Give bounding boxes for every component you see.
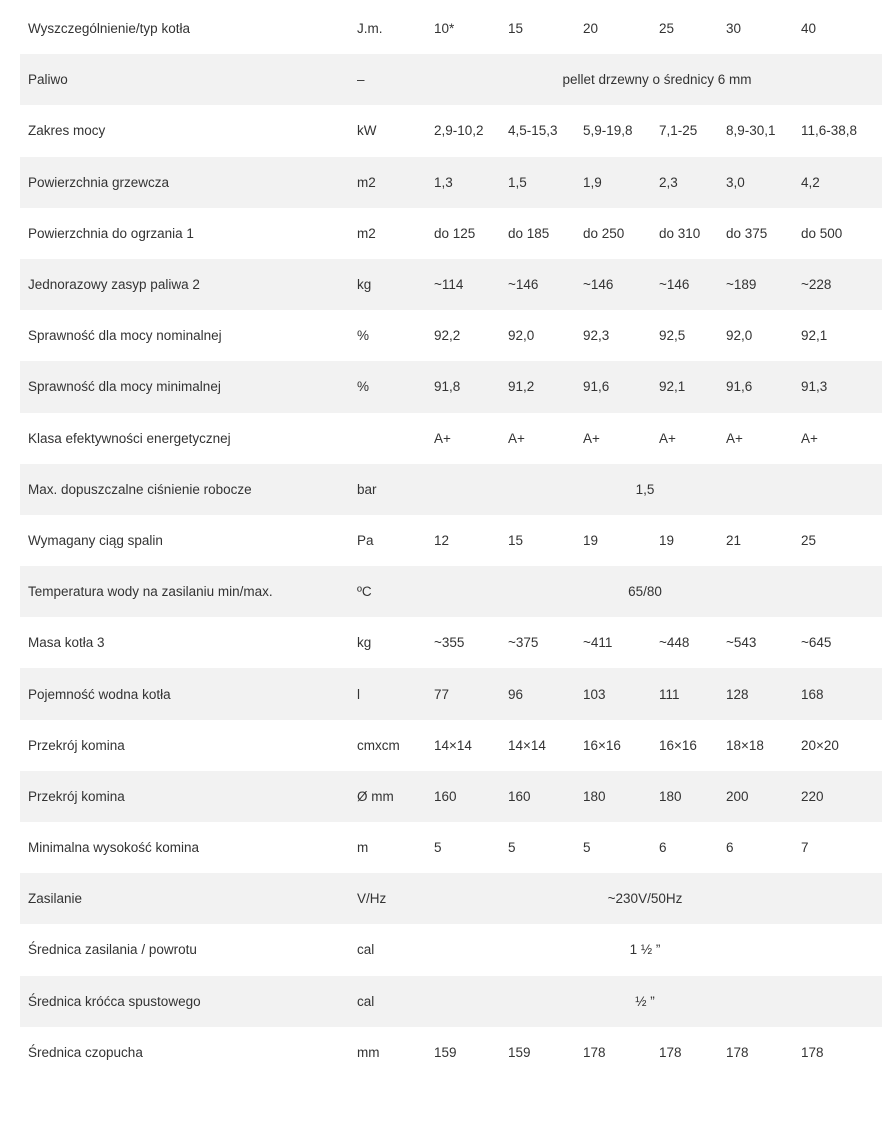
row-value: 178 bbox=[583, 1044, 606, 1060]
table-row bbox=[20, 668, 882, 719]
table-row bbox=[20, 822, 882, 873]
row-value: 91,3 bbox=[801, 379, 828, 395]
row-value: 4,2 bbox=[801, 174, 820, 190]
row-value: A+ bbox=[659, 430, 676, 446]
header-type: 10* bbox=[434, 21, 455, 37]
table-row bbox=[20, 720, 882, 771]
row-value: A+ bbox=[726, 430, 743, 446]
row-value: 5,9-19,8 bbox=[583, 123, 633, 139]
row-label: Średnica czopucha bbox=[28, 1044, 143, 1060]
row-value: ~146 bbox=[583, 277, 614, 293]
row-unit: Pa bbox=[357, 532, 374, 548]
row-value: 220 bbox=[801, 788, 824, 804]
row-spanning-value: 65/80 bbox=[628, 584, 662, 600]
row-value: 1,5 bbox=[508, 174, 527, 190]
table-row bbox=[20, 771, 882, 822]
table-header-row bbox=[20, 3, 882, 54]
row-value: 200 bbox=[726, 788, 749, 804]
row-unit: cmxcm bbox=[357, 737, 400, 753]
row-unit: mm bbox=[357, 1044, 380, 1060]
row-value: 18×18 bbox=[726, 737, 764, 753]
table-row bbox=[20, 873, 882, 924]
table-row bbox=[20, 566, 882, 617]
row-value: 12 bbox=[434, 532, 450, 548]
row-label: Przekrój komina bbox=[28, 788, 125, 804]
row-value: ~355 bbox=[434, 635, 465, 651]
row-label: Pojemność wodna kotła bbox=[28, 686, 171, 702]
row-unit: l bbox=[357, 686, 360, 702]
row-value: 103 bbox=[583, 686, 606, 702]
row-value: 96 bbox=[508, 686, 524, 702]
row-value: A+ bbox=[583, 430, 600, 446]
row-unit: bar bbox=[357, 481, 377, 497]
row-label: Temperatura wody na zasilaniu min/max. bbox=[28, 584, 273, 600]
row-unit: m bbox=[357, 840, 369, 856]
row-value: 19 bbox=[583, 532, 599, 548]
table-row bbox=[20, 515, 882, 566]
row-unit: % bbox=[357, 379, 370, 395]
row-value: 8,9-30,1 bbox=[726, 123, 776, 139]
row-value: do 250 bbox=[583, 225, 625, 241]
row-value: 2,9-10,2 bbox=[434, 123, 484, 139]
row-value: 5 bbox=[583, 840, 591, 856]
row-value: 92,2 bbox=[434, 328, 461, 344]
row-spanning-value: pellet drzewny o średnicy 6 mm bbox=[562, 72, 752, 88]
table-row bbox=[20, 1027, 882, 1078]
row-label: Paliwo bbox=[28, 72, 68, 88]
row-value: do 310 bbox=[659, 225, 701, 241]
row-value: 21 bbox=[726, 532, 742, 548]
row-spanning-value: 1 ½ ” bbox=[629, 942, 661, 958]
header-type: 40 bbox=[801, 21, 817, 37]
table-row bbox=[20, 924, 882, 975]
row-label: Zakres mocy bbox=[28, 123, 106, 139]
row-value: A+ bbox=[508, 430, 525, 446]
row-label: Powierzchnia grzewcza bbox=[28, 174, 170, 190]
row-value: 92,3 bbox=[583, 328, 610, 344]
row-spanning-value: 1,5 bbox=[635, 481, 655, 497]
row-label: Sprawność dla mocy minimalnej bbox=[28, 379, 221, 395]
row-value: 77 bbox=[434, 686, 450, 702]
row-value: 15 bbox=[508, 532, 524, 548]
row-value: ~543 bbox=[726, 635, 757, 651]
row-value: 14×14 bbox=[434, 737, 472, 753]
row-label: Powierzchnia do ogrzania 1 bbox=[28, 225, 194, 241]
row-value: 2,3 bbox=[659, 174, 678, 190]
row-value: 159 bbox=[434, 1044, 457, 1060]
row-value: 7,1-25 bbox=[659, 123, 698, 139]
row-value: 1,9 bbox=[583, 174, 602, 190]
row-value: 91,6 bbox=[726, 379, 753, 395]
row-value: 5 bbox=[508, 840, 516, 856]
row-unit: cal bbox=[357, 993, 375, 1009]
row-value: 16×16 bbox=[583, 737, 621, 753]
header-type: 30 bbox=[726, 21, 742, 37]
header-unit: J.m. bbox=[357, 21, 383, 37]
row-value: ~114 bbox=[434, 277, 464, 293]
row-value: 91,2 bbox=[508, 379, 535, 395]
row-value: 178 bbox=[659, 1044, 682, 1060]
row-value: do 500 bbox=[801, 225, 843, 241]
row-label: Średnica króćca spustowego bbox=[28, 993, 201, 1009]
row-value: 6 bbox=[726, 840, 734, 856]
row-value: 160 bbox=[434, 788, 457, 804]
row-value: ~375 bbox=[508, 635, 539, 651]
row-value: 14×14 bbox=[508, 737, 546, 753]
table-row bbox=[20, 208, 882, 259]
row-label: Sprawność dla mocy nominalnej bbox=[28, 328, 222, 344]
row-label: Minimalna wysokość komina bbox=[28, 840, 200, 856]
row-value: 92,5 bbox=[659, 328, 686, 344]
table-row bbox=[20, 976, 882, 1027]
table-row bbox=[20, 617, 882, 668]
row-value: ~228 bbox=[801, 277, 832, 293]
row-value: 91,6 bbox=[583, 379, 610, 395]
row-value: 5 bbox=[434, 840, 442, 856]
header-type: 25 bbox=[659, 21, 675, 37]
row-value: ~448 bbox=[659, 635, 690, 651]
row-value: 20×20 bbox=[801, 737, 839, 753]
row-unit: kg bbox=[357, 635, 372, 651]
row-label: Przekrój komina bbox=[28, 737, 125, 753]
table-row bbox=[20, 310, 882, 361]
row-unit: kg bbox=[357, 277, 372, 293]
row-value: 111 bbox=[659, 686, 680, 702]
row-unit: cal bbox=[357, 942, 375, 958]
table-row bbox=[20, 464, 882, 515]
row-value: 91,8 bbox=[434, 379, 461, 395]
row-value: 159 bbox=[508, 1044, 531, 1060]
row-value: ~189 bbox=[726, 277, 757, 293]
row-unit: m2 bbox=[357, 174, 376, 190]
row-value: ~645 bbox=[801, 635, 832, 651]
row-value: 7 bbox=[801, 840, 809, 856]
row-value: ~146 bbox=[508, 277, 539, 293]
row-value: ~146 bbox=[659, 277, 690, 293]
row-value: ~411 bbox=[583, 635, 613, 651]
row-value: 6 bbox=[659, 840, 667, 856]
row-value: 128 bbox=[726, 686, 749, 702]
table-row bbox=[20, 361, 882, 412]
table-row bbox=[20, 157, 882, 208]
row-unit: ºC bbox=[357, 584, 372, 600]
row-value: 11,6-38,8 bbox=[801, 123, 858, 139]
table-row bbox=[20, 259, 882, 310]
table-row bbox=[20, 105, 882, 156]
row-value: 4,5-15,3 bbox=[508, 123, 558, 139]
row-value: do 125 bbox=[434, 225, 476, 241]
row-value: 92,1 bbox=[659, 379, 686, 395]
table-row bbox=[20, 413, 882, 464]
row-value: A+ bbox=[801, 430, 818, 446]
row-unit: kW bbox=[357, 123, 377, 139]
row-value: 19 bbox=[659, 532, 675, 548]
row-label: Masa kotła 3 bbox=[28, 635, 105, 651]
row-value: 178 bbox=[726, 1044, 749, 1060]
row-value: 180 bbox=[659, 788, 682, 804]
row-value: 3,0 bbox=[726, 174, 745, 190]
row-value: do 185 bbox=[508, 225, 550, 241]
row-value: 16×16 bbox=[659, 737, 697, 753]
row-value: 92,1 bbox=[801, 328, 828, 344]
row-value: 1,3 bbox=[434, 174, 453, 190]
row-label: Wymagany ciąg spalin bbox=[28, 532, 163, 548]
row-value: do 375 bbox=[726, 225, 768, 241]
row-label: Średnica zasilania / powrotu bbox=[28, 942, 197, 958]
row-unit: % bbox=[357, 328, 370, 344]
row-value: 92,0 bbox=[508, 328, 535, 344]
header-label: Wyszczególnienie/typ kotła bbox=[28, 21, 190, 37]
row-unit: m2 bbox=[357, 225, 376, 241]
row-unit: V/Hz bbox=[357, 891, 387, 907]
row-value: 160 bbox=[508, 788, 531, 804]
row-spanning-value: ½ ” bbox=[635, 993, 655, 1009]
row-value: A+ bbox=[434, 430, 451, 446]
row-label: Max. dopuszczalne ciśnienie robocze bbox=[28, 481, 252, 497]
row-value: 180 bbox=[583, 788, 606, 804]
row-value: 168 bbox=[801, 686, 824, 702]
row-unit: Ø mm bbox=[357, 788, 394, 804]
row-value: 92,0 bbox=[726, 328, 753, 344]
header-type: 20 bbox=[583, 21, 599, 37]
table-row bbox=[20, 54, 882, 105]
row-value: 25 bbox=[801, 532, 817, 548]
row-spanning-value: ~230V/50Hz bbox=[607, 891, 683, 907]
row-unit: – bbox=[357, 72, 365, 88]
boiler-spec-table bbox=[20, 3, 882, 1078]
row-label: Zasilanie bbox=[28, 891, 83, 907]
row-value: 178 bbox=[801, 1044, 824, 1060]
header-type: 15 bbox=[508, 21, 524, 37]
row-label: Jednorazowy zasyp paliwa 2 bbox=[28, 277, 200, 293]
row-label: Klasa efektywności energetycznej bbox=[28, 430, 231, 446]
